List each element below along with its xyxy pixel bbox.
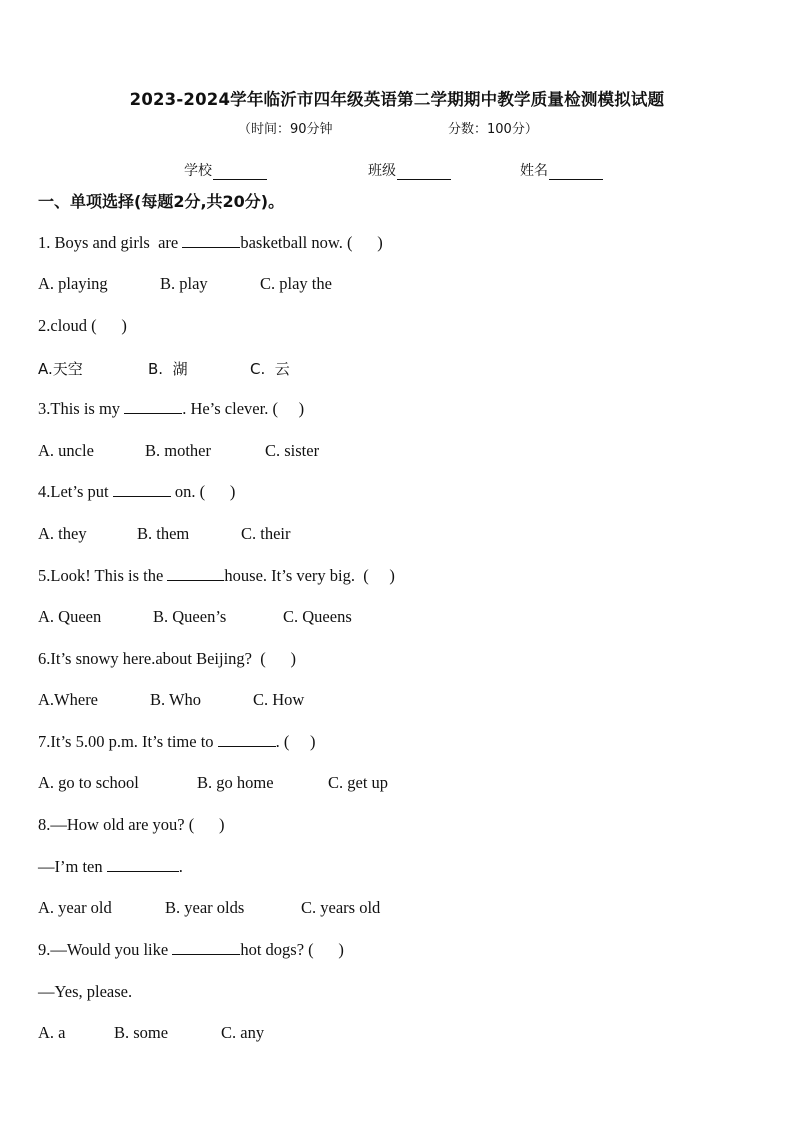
question-text: 4.Let’s put (38, 482, 113, 501)
option-c[interactable]: C. their (241, 524, 291, 543)
option-c[interactable]: C. get up (328, 773, 389, 792)
option-b[interactable]: B. go home (197, 773, 274, 792)
answer-blank[interactable] (113, 482, 171, 497)
option-a[interactable]: A. Queen (38, 607, 102, 626)
question-text: —I’m ten (38, 857, 107, 876)
option-b[interactable]: B. Who (150, 690, 202, 709)
question-text: basketball now. ( ) (240, 233, 383, 252)
option-a[interactable]: A.天空 (38, 360, 83, 378)
options-5 (38, 607, 352, 627)
answer-blank[interactable] (167, 566, 224, 581)
question-4 (38, 482, 235, 502)
options-3 (38, 441, 319, 461)
question-text: on. ( ) (170, 482, 236, 501)
options-8 (38, 898, 380, 918)
option-b[interactable]: B. play (160, 274, 208, 293)
class-blank[interactable] (397, 163, 451, 180)
question-2: 2.cloud ( ) (38, 316, 127, 335)
option-c[interactable]: C. years old (301, 898, 381, 917)
question-text: hot dogs? ( ) (240, 940, 344, 959)
option-c[interactable]: C. sister (265, 441, 320, 460)
school-label: 学校 (184, 163, 212, 179)
question-text: 9.—Would you like (38, 940, 173, 959)
option-a[interactable]: A. playing (38, 274, 108, 293)
option-c[interactable]: C. play the (260, 274, 332, 293)
option-c[interactable]: C. How (253, 690, 305, 709)
question-text: . He’s clever. ( ) (182, 399, 305, 418)
name-field[interactable] (520, 160, 603, 180)
question-5 (38, 566, 395, 586)
question-text: . ( ) (275, 732, 316, 751)
options-6 (38, 690, 304, 710)
option-b[interactable]: B. mother (145, 441, 211, 460)
question-text: 3.This is my (38, 399, 125, 418)
option-b[interactable]: B. 湖 (148, 360, 188, 378)
name-blank[interactable] (549, 163, 603, 180)
option-a[interactable]: A. uncle (38, 441, 94, 460)
section-title: 一、单项选择(每题2分,共20分)。 (38, 192, 285, 211)
time-limit: （时间：90分钟 (238, 122, 333, 137)
exam-title: 2023-2024学年临沂市四年级英语第二学期期中教学质量检测模拟试题 (129, 90, 665, 109)
question-3 (38, 399, 304, 419)
answer-blank[interactable] (218, 732, 276, 747)
option-c[interactable]: C. 云 (250, 360, 290, 378)
class-label: 班级 (368, 163, 396, 179)
option-b[interactable]: B. year olds (165, 898, 245, 917)
option-b[interactable]: B. some (114, 1023, 169, 1042)
answer-blank[interactable] (124, 399, 182, 414)
option-a[interactable]: A. go to school (38, 773, 139, 792)
option-a[interactable]: A. a (38, 1023, 66, 1042)
option-a[interactable]: A. they (38, 524, 87, 543)
options-2 (38, 358, 290, 379)
school-field[interactable] (184, 160, 267, 180)
options-7 (38, 773, 388, 793)
question-1 (38, 233, 383, 253)
options-1 (38, 274, 332, 294)
question-text: 1. Boys and girls are (38, 233, 183, 252)
class-field[interactable] (368, 160, 451, 180)
question-7 (38, 732, 316, 752)
question-8-reply (38, 857, 183, 877)
option-c[interactable]: C. Queens (283, 607, 352, 626)
question-text: 5.Look! This is the (38, 566, 168, 585)
question-8: 8.—How old are you? ( ) (38, 815, 225, 834)
options-9 (38, 1023, 264, 1043)
option-a[interactable]: A. year old (38, 898, 112, 917)
option-b[interactable]: B. Queen’s (153, 607, 227, 626)
answer-blank[interactable] (182, 233, 240, 248)
question-text: house. It’s very big. ( ) (224, 566, 395, 585)
option-c[interactable]: C. any (221, 1023, 265, 1042)
option-a[interactable]: A.Where (38, 690, 99, 709)
name-label: 姓名 (520, 163, 548, 179)
school-blank[interactable] (213, 163, 267, 180)
question-text: 7.It’s 5.00 p.m. It’s time to (38, 732, 218, 751)
question-9 (38, 940, 344, 960)
answer-blank[interactable] (172, 940, 240, 955)
question-text: . (178, 857, 183, 876)
question-9-reply: —Yes, please. (38, 982, 133, 1001)
total-score: 分数：100分） (448, 122, 538, 137)
options-4 (38, 524, 291, 544)
answer-blank[interactable] (107, 857, 179, 872)
question-6: 6.It’s snowy here.about Beijing? ( ) (38, 649, 296, 668)
option-b[interactable]: B. them (137, 524, 190, 543)
